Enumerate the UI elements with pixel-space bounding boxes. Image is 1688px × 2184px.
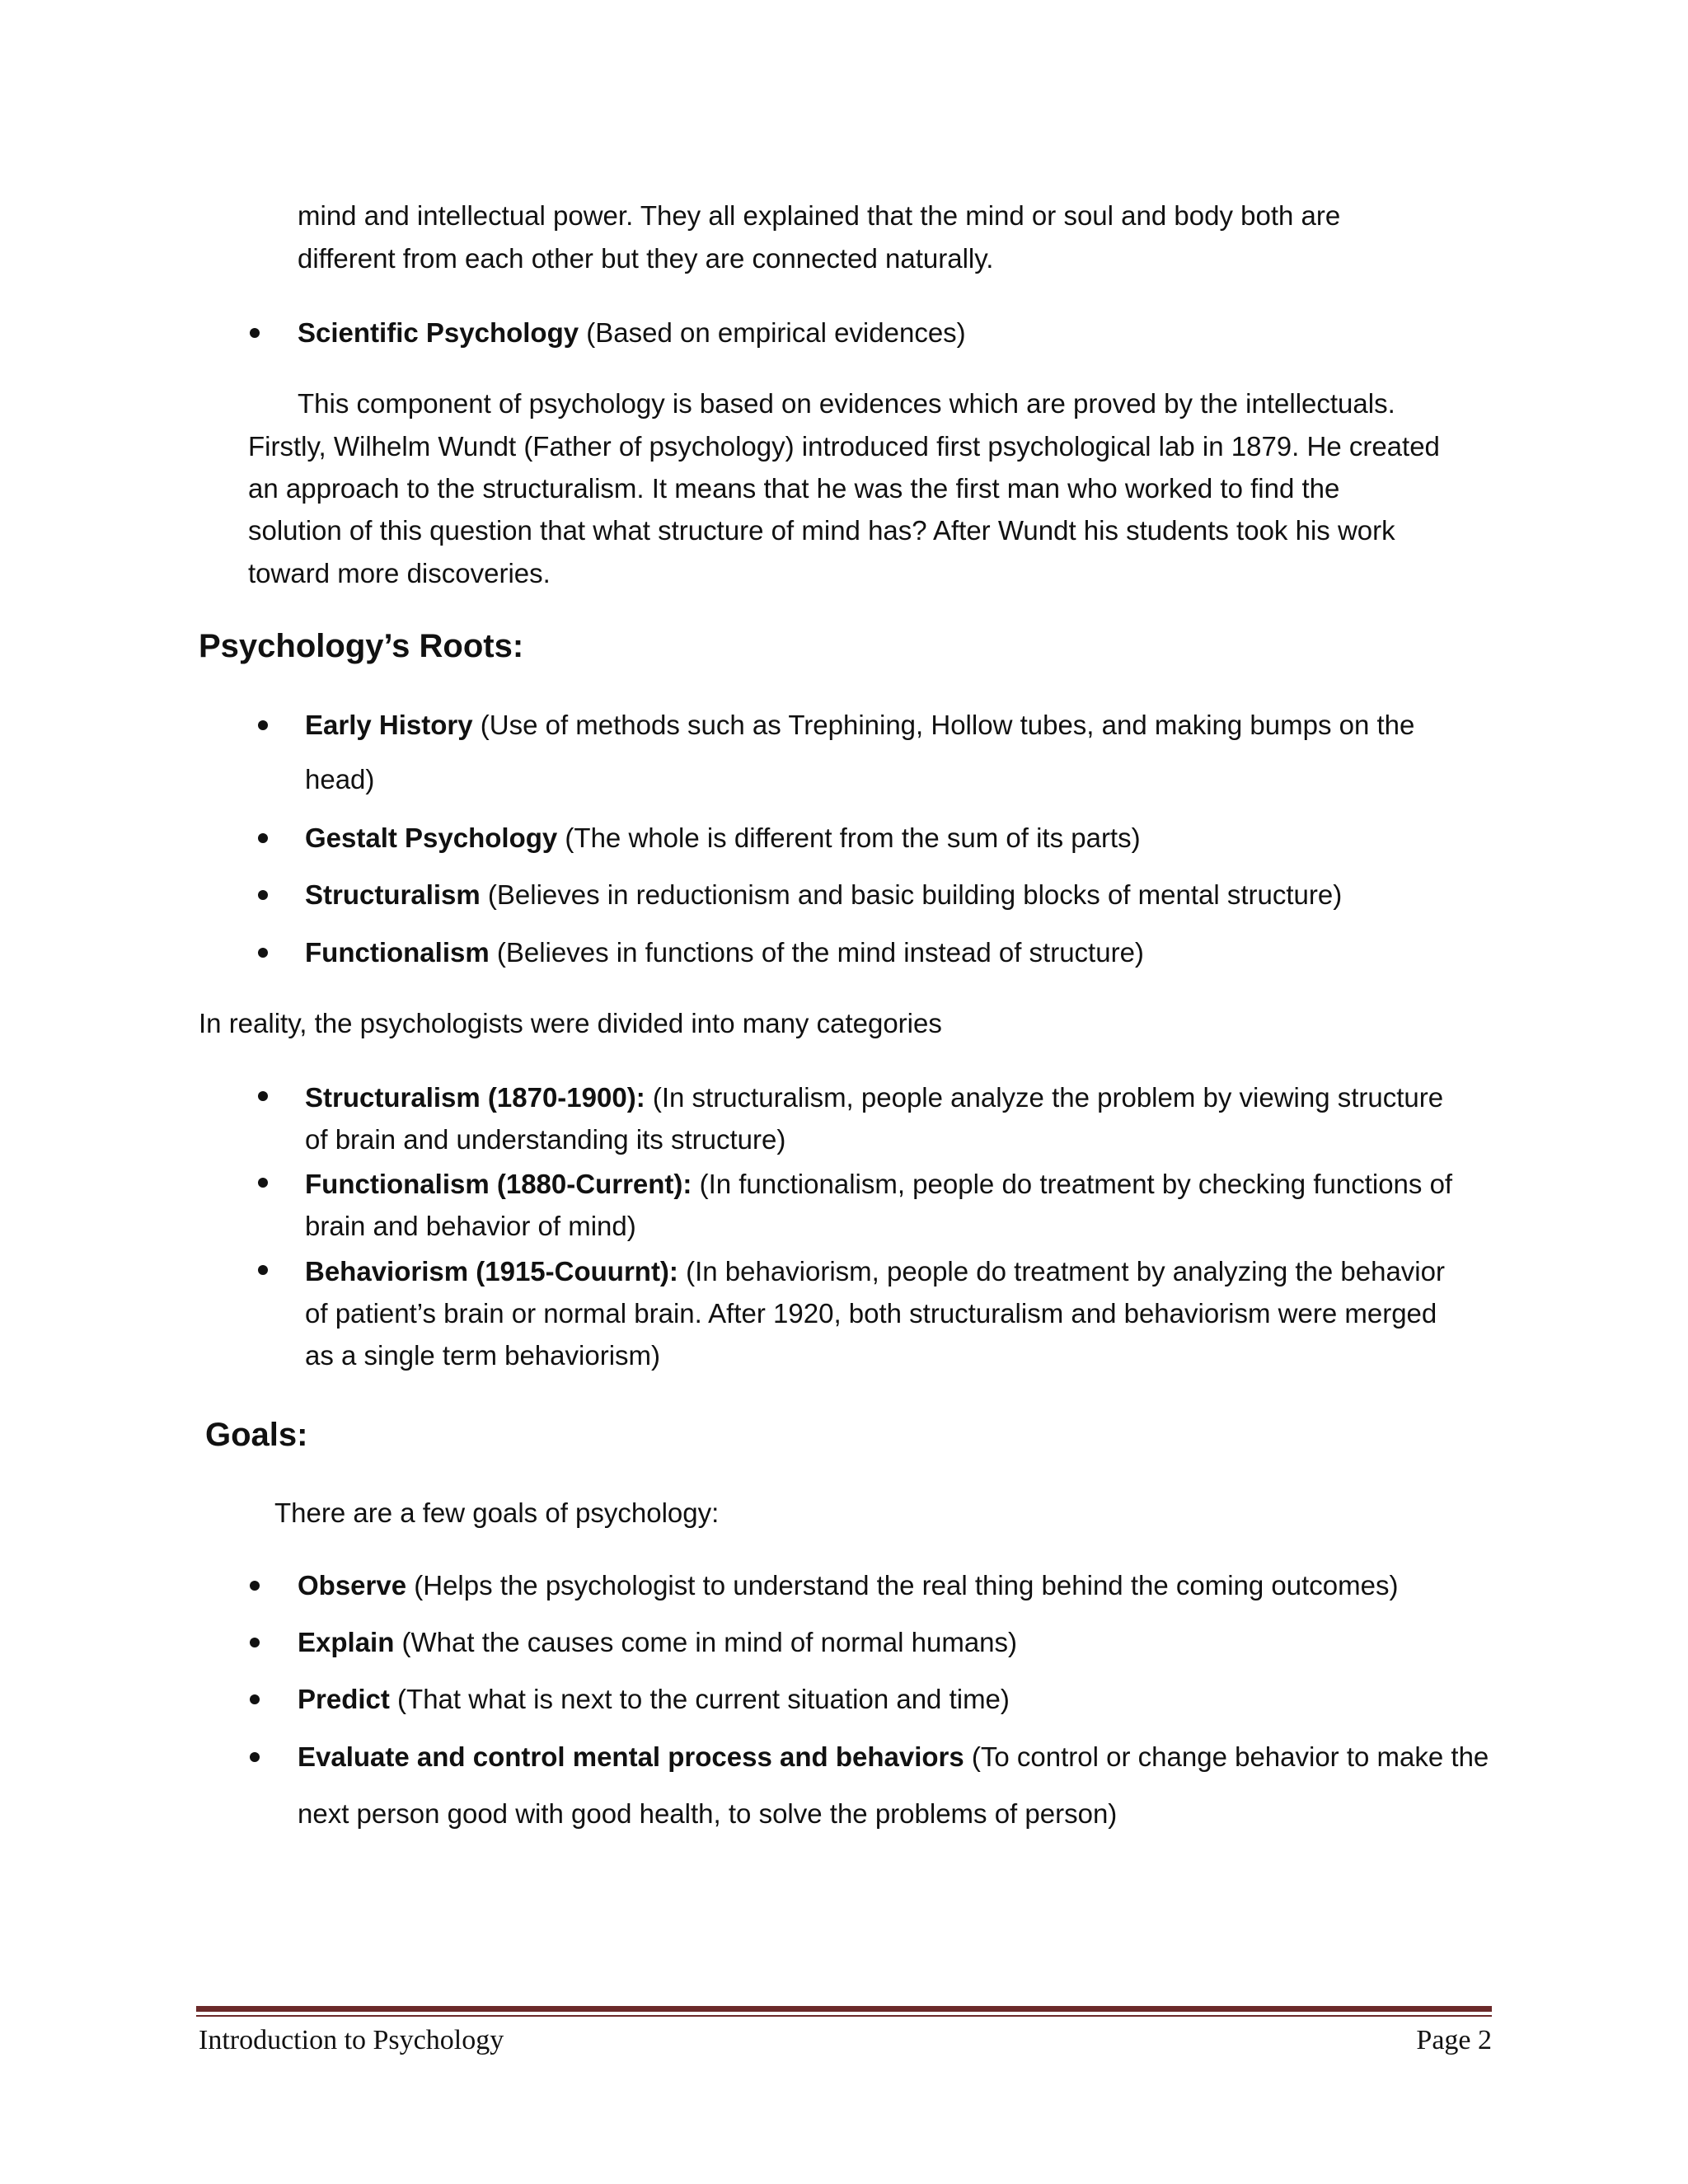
intro-line-2: different from each other but they are connected naturally. bbox=[298, 243, 994, 274]
bullet-icon bbox=[258, 890, 268, 900]
reality-text: In reality, the psychologists were divided into many categories bbox=[199, 1008, 942, 1038]
roots-item-term: Functionalism bbox=[305, 937, 490, 968]
scientific-bullet bbox=[298, 315, 966, 351]
goal-item-desc: (That what is next to the current situation and time) bbox=[389, 1684, 1010, 1714]
category-term: Functionalism (1880-Current): bbox=[305, 1169, 692, 1199]
category-behaviorism bbox=[305, 1250, 1445, 1293]
bullet-icon bbox=[258, 1265, 268, 1275]
roots-item-term: Gestalt Psychology bbox=[305, 823, 558, 853]
category-functionalism-cont: brain and behavior of mind) bbox=[305, 1211, 636, 1241]
category-term: Behaviorism (1915-Couurnt): bbox=[305, 1256, 678, 1286]
goal-item-desc: (What the causes come in mind of normal humans) bbox=[394, 1627, 1018, 1657]
bullet-icon bbox=[250, 1694, 260, 1704]
footer-page-number: Page 2 bbox=[1416, 2025, 1492, 2055]
goals-heading: Goals: bbox=[205, 1417, 308, 1453]
goals-intro: There are a few goals of psychology: bbox=[274, 1497, 720, 1528]
category-term: Structuralism (1870-1900): bbox=[305, 1082, 645, 1113]
scientific-desc: (Based on empirical evidences) bbox=[579, 317, 966, 348]
goal-item-evaluate bbox=[298, 1739, 1489, 1775]
roots-item-gestalt bbox=[305, 820, 1141, 856]
goal-item-desc: (Helps the psychologist to understand the real thing behind the coming outcomes) bbox=[406, 1570, 1399, 1601]
category-desc: (In structuralism, people analyze the problem by viewing structure bbox=[645, 1082, 1444, 1113]
category-behaviorism-cont: of patient’s brain or normal brain. After 1920, both structuralism and behaviorism were merged bbox=[305, 1298, 1437, 1329]
footer-rule-thin bbox=[196, 2015, 1492, 2017]
scientific-term: Scientific Psychology bbox=[298, 317, 579, 348]
goal-item-evaluate-cont: next person good with good health, to solve the problems of person) bbox=[298, 1798, 1118, 1829]
roots-item-desc: (Use of methods such as Trephining, Hollow tubes, and making bumps on the bbox=[472, 710, 1415, 740]
bullet-icon bbox=[258, 720, 268, 730]
goal-item-observe bbox=[298, 1568, 1398, 1604]
roots-item-desc: (Believes in functions of the mind instead of structure) bbox=[489, 937, 1144, 968]
goal-item-term: Explain bbox=[298, 1627, 395, 1657]
category-functionalism bbox=[305, 1163, 1452, 1206]
footer-rule bbox=[196, 2006, 1492, 2012]
roots-item-functionalism bbox=[305, 935, 1144, 971]
bullet-icon bbox=[258, 948, 268, 958]
bullet-icon bbox=[250, 1752, 260, 1762]
bullet-icon bbox=[250, 328, 260, 338]
goal-item-term: Observe bbox=[298, 1570, 407, 1601]
roots-item-desc: (Believes in reductionism and basic building blocks of mental structure) bbox=[480, 879, 1343, 910]
scientific-paragraph-line-3: an approach to the structuralism. It means that he was the first man who worked to find the bbox=[248, 473, 1340, 504]
scientific-paragraph-line-5: toward more discoveries. bbox=[248, 558, 551, 588]
category-structuralism bbox=[305, 1076, 1443, 1119]
category-desc: (In behaviorism, people do treatment by analyzing the behavior bbox=[678, 1256, 1445, 1286]
goal-item-term: Evaluate and control mental process and behaviors bbox=[298, 1741, 964, 1772]
goal-item-explain bbox=[298, 1624, 1017, 1661]
bullet-icon bbox=[258, 833, 268, 843]
goal-item-term: Predict bbox=[298, 1684, 390, 1714]
roots-item-early-history bbox=[305, 707, 1414, 743]
roots-item-term: Early History bbox=[305, 710, 473, 740]
category-desc: (In functionalism, people do treatment by checking functions of bbox=[692, 1169, 1453, 1199]
bullet-icon bbox=[250, 1581, 260, 1591]
goal-item-predict bbox=[298, 1681, 1010, 1718]
roots-item-desc: (The whole is different from the sum of its parts) bbox=[557, 823, 1141, 853]
roots-heading: Psychology’s Roots: bbox=[199, 628, 524, 664]
footer-title: Introduction to Psychology bbox=[199, 2025, 504, 2055]
roots-item-structuralism bbox=[305, 877, 1342, 913]
bullet-icon bbox=[258, 1178, 268, 1188]
roots-item-term: Structuralism bbox=[305, 879, 481, 910]
scientific-paragraph-line-2: Firstly, Wilhelm Wundt (Father of psychology) introduced first psychological lab in 1879. He created bbox=[248, 431, 1440, 462]
category-structuralism-cont: of brain and understanding its structure) bbox=[305, 1124, 786, 1155]
scientific-paragraph-line-4: solution of this question that what structure of mind has? After Wundt his students took his work bbox=[248, 515, 1395, 546]
goal-item-desc: (To control or change behavior to make the bbox=[964, 1741, 1489, 1772]
roots-item-early-history-cont: head) bbox=[305, 764, 375, 794]
bullet-icon bbox=[250, 1638, 260, 1647]
intro-line-1: mind and intellectual power. They all explained that the mind or soul and body both are bbox=[298, 200, 1341, 231]
category-behaviorism-cont2: as a single term behaviorism) bbox=[305, 1340, 660, 1371]
bullet-icon bbox=[258, 1091, 268, 1101]
scientific-paragraph-line-1: This component of psychology is based on evidences which are proved by the intellectuals. bbox=[298, 388, 1395, 419]
